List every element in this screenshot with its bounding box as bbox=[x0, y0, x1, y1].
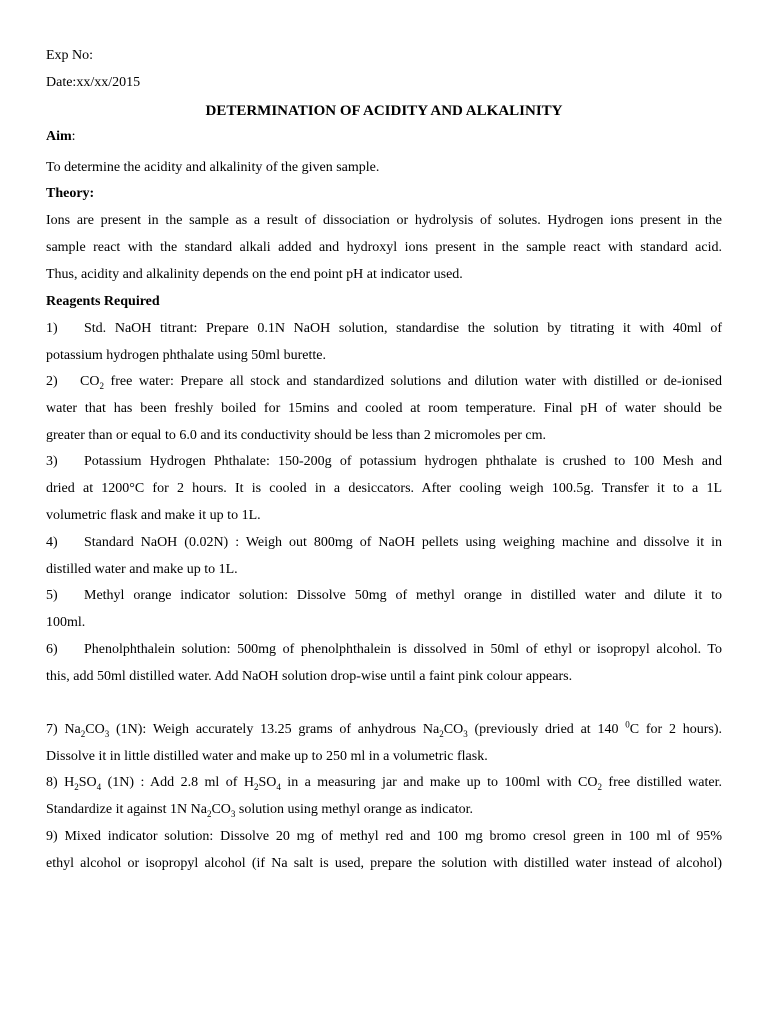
aim-heading-line bbox=[46, 128, 722, 145]
aim-colon: : bbox=[71, 129, 76, 144]
document-title: DETERMINATION OF ACIDITY AND ALKALINITY bbox=[205, 103, 563, 119]
theory-line: Ions are present in the sample as a result of dissociation or hydrolysis of solutes. Hydrogen ions present in the bbox=[46, 213, 722, 228]
reagent-number: 6) bbox=[46, 642, 58, 657]
reagent-text: Potassium Hydrogen Phthalate: 150-200g of potassium hydrogen phthalate is crushed to 100 Mesh and bbox=[84, 454, 722, 469]
theory-line: Thus, acidity and alkalinity depends on the end point pH at indicator used. bbox=[46, 267, 463, 282]
reagent-text: 100ml. bbox=[46, 615, 86, 630]
reagent-5 bbox=[46, 587, 722, 604]
reagent-text: $CO_2$ free water: Prepare all stock and standardized solutions and dilution water with distilled or de-ionised bbox=[80, 374, 722, 391]
reagent-6 bbox=[46, 641, 722, 658]
reagent-1 bbox=[46, 320, 722, 337]
reagent-text: potassium hydrogen phthalate using 50ml burette. bbox=[46, 348, 326, 363]
reagent-text: Methyl orange indicator solution: Dissolve 50mg of methyl orange in distilled water and dilute it to bbox=[84, 588, 722, 603]
reagent-text: Standard NaOH (0.02N) : Weigh out 800mg of NaOH pellets using weighing machine and dissolve it in bbox=[84, 535, 722, 550]
exp-no-label: Exp No: bbox=[46, 48, 94, 63]
reagent-8: 8) $H_2SO_4$ (1N) : Add 2.8 ml of $H_2SO_4$ in a measuring jar and make up to 100ml with $CO_2$ free distilled water. bbox=[46, 775, 722, 792]
reagent-text: volumetric flask and make it up to 1L. bbox=[46, 508, 261, 523]
reagent-number: 3) bbox=[46, 454, 58, 469]
reagent-9: 9) Mixed indicator solution: Dissolve 20 mg of methyl red and 100 mg bromo cresol green in 100 ml of 95% bbox=[46, 829, 722, 844]
reagent-3 bbox=[46, 453, 722, 470]
reagent-text: greater than or equal to 6.0 and its conductivity should be less than 2 micromoles per cm. bbox=[46, 428, 546, 443]
reagent-text: ethyl alcohol or isopropyl alcohol (if Na salt is used, prepare the solution with distilled water instead of alcohol) bbox=[46, 856, 722, 871]
aim-heading: Aim bbox=[46, 129, 72, 144]
reagent-text: dried at 1200°C for 2 hours. It is cooled in a desiccators. After cooling weigh 100.5g. Transfer it to a 1L bbox=[46, 481, 722, 496]
reagent-text: distilled water and make up to 1L. bbox=[46, 562, 238, 577]
date-label: Date:xx/xx/2015 bbox=[46, 75, 141, 90]
reagent-number: 1) bbox=[46, 321, 58, 336]
reagents-heading: Reagents Required bbox=[46, 294, 160, 309]
reagent-text: Dissolve it in little distilled water and make up to 250 ml in a volumetric flask. bbox=[46, 749, 488, 764]
reagent-text: water that has been freshly boiled for 15mins and cooled at room temperature. Final pH of water should be bbox=[46, 401, 722, 416]
reagent-text: Phenolphthalein solution: 500mg of phenolphthalein is dissolved in 50ml of ethyl or isopropyl alcohol. To bbox=[84, 642, 722, 657]
theory-line: sample react with the standard alkali added and hydroxyl ions present in the sample react with standard acid. bbox=[46, 240, 722, 255]
aim-text: To determine the acidity and alkalinity of the given sample. bbox=[46, 160, 380, 175]
reagent-number: 2) bbox=[46, 374, 58, 389]
reagent-text: this, add 50ml distilled water. Add NaOH solution drop-wise until a faint pink colour appears. bbox=[46, 669, 573, 684]
reagent-number: 5) bbox=[46, 588, 58, 603]
reagent-number: 4) bbox=[46, 535, 58, 550]
reagent-4 bbox=[46, 534, 722, 551]
theory-heading: Theory: bbox=[46, 186, 95, 201]
reagent-2 bbox=[46, 373, 722, 390]
reagent-text: Std. NaOH titrant: Prepare 0.1N NaOH solution, standardise the solution by titrating it with 40ml of bbox=[84, 321, 722, 336]
reagent-text: Standardize it against 1N $Na_2CO_3$ solution using methyl orange as indicator. bbox=[46, 802, 473, 819]
reagent-7: 7) $Na_2CO_3$ (1N): Weigh accurately 13.25 grams of anhydrous $Na_2CO_3$ (previously dried at 140 $^0$C for 2 hours). bbox=[46, 719, 722, 739]
